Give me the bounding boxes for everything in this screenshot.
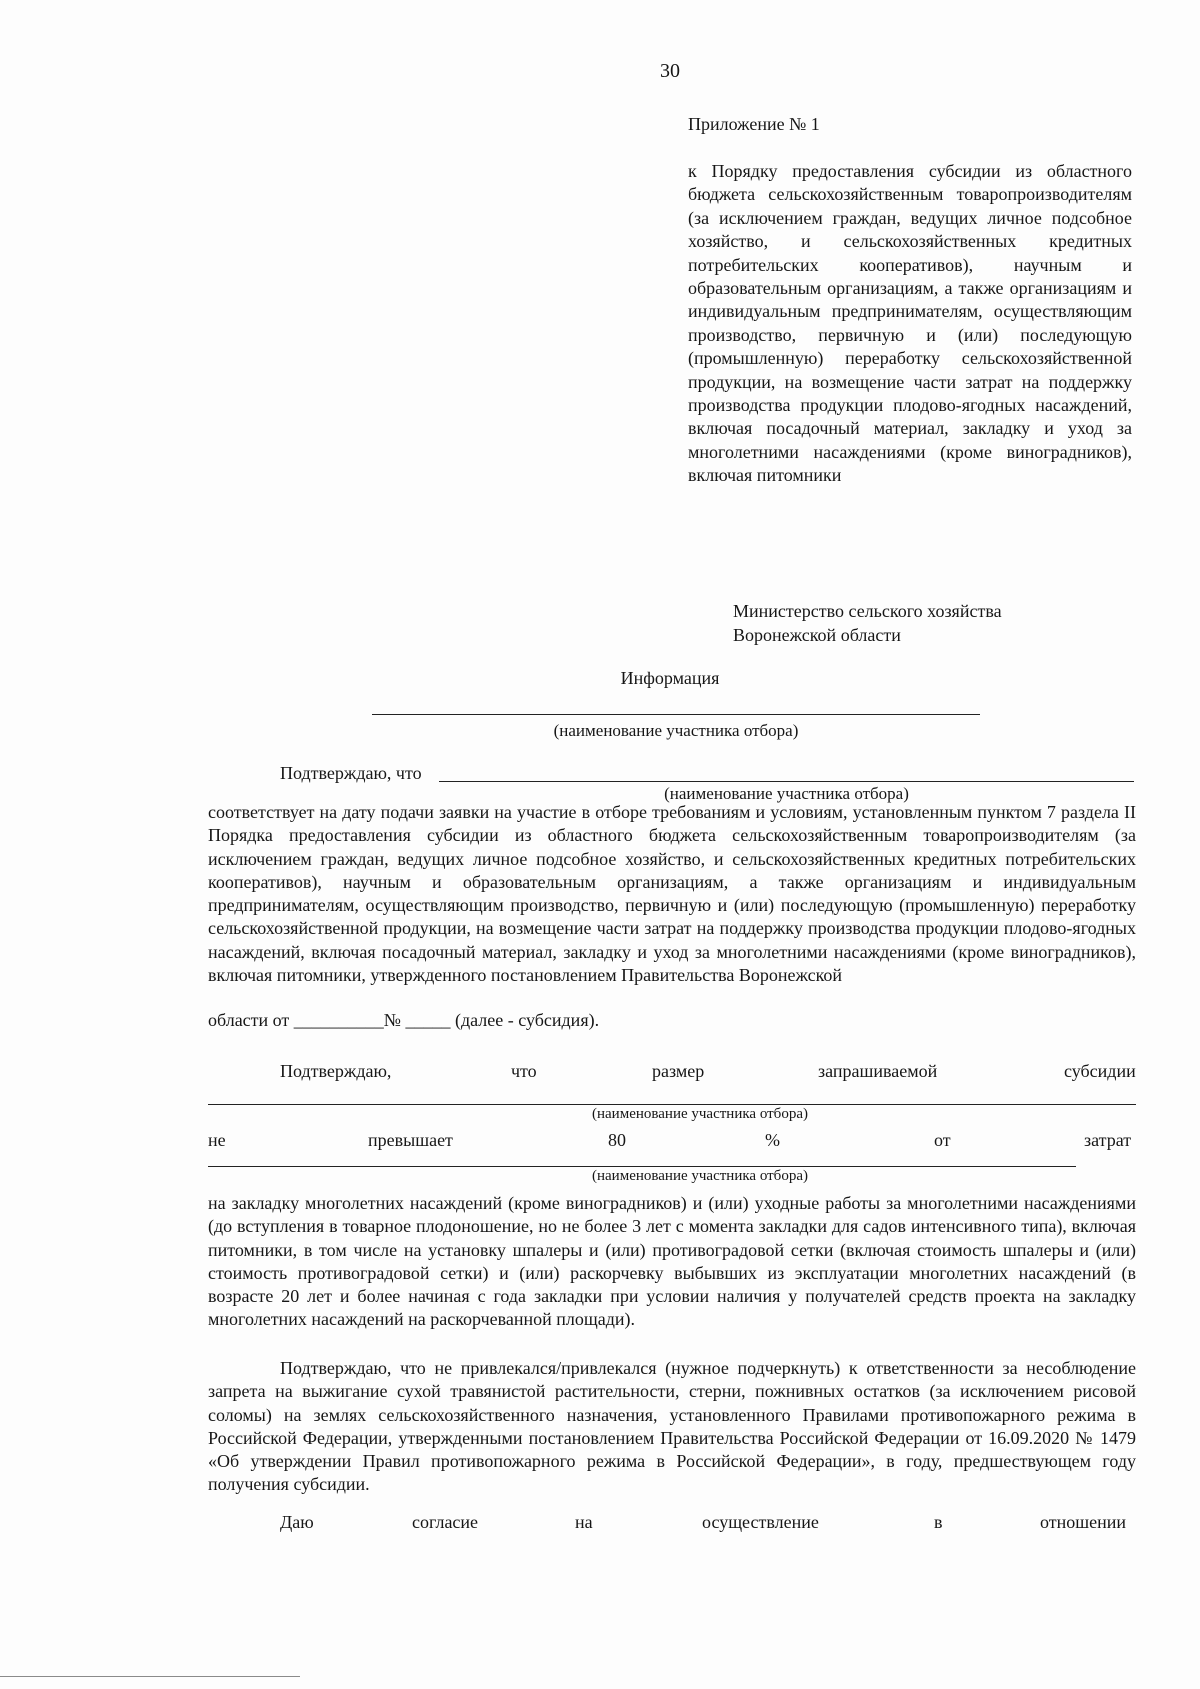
row-word: % <box>765 1130 780 1150</box>
participant-line <box>208 1104 1136 1105</box>
fire-safety-paragraph: Подтверждаю, что не привлекался/привлекался (нужное подчеркнуть) к ответственности за несоблюдение запрета на выжигание сухой травянистой растительности, стерни, пожнивных остатков (за исключением рисовой соломы) на землях сельскохозяйственного назначения, установленного Правилами противопожарного режима в Российской Федерации, утвержденными постановлением Правительства Российской Федерации от 16.09.2020 № 1479 «Об утверждении Правил противопожарного режима в Российской Федерации», в году, предшествующем году получения субсидии. <box>208 1358 1136 1495</box>
row-word: Даю <box>280 1512 314 1532</box>
row-word: запрашиваемой <box>818 1061 938 1081</box>
row-word: отношении <box>1040 1512 1127 1532</box>
addressee-line: Министерство сельского хозяйства <box>733 601 1002 621</box>
participant-line <box>372 714 980 715</box>
row-word: что <box>511 1061 537 1081</box>
row-word: в <box>934 1512 943 1532</box>
row-word: на <box>575 1512 593 1532</box>
addressee-line: Воронежской области <box>733 625 901 645</box>
row-word: не <box>208 1130 226 1150</box>
row-word: Подтверждаю, <box>280 1061 392 1081</box>
participant-caption: (наименование участника отбора) <box>664 784 909 803</box>
participant-line <box>439 781 1134 782</box>
appendix-title: Приложение № 1 <box>688 114 820 134</box>
document-title: Информация <box>620 668 720 688</box>
participant-caption: (наименование участника отбора) <box>553 721 799 740</box>
participant-caption: (наименование участника отбора) <box>592 1106 808 1122</box>
row-word: размер <box>652 1061 705 1081</box>
costs-paragraph: на закладку многолетних насаждений (кроме виноградников) и (или) уходные работы за многолетними насаждениями (до вступления в товарное плодоношение, но не более 3 лет с момента закладки для садов интенсивного типа), включая питомники, в том числе на установку шпалеры и (или) противоградовой сетки (включая стоимость шпалеры и (или) стоимость противоградовой сетки) и (или) раскорчевку выбывших из эксплуатации многолетних насаждений (в возрасте 20 лет и более начиная с года закладки при условии наличия у получателей средств проекта на закладку многолетних насаждений на раскорчеванной площади). <box>208 1193 1136 1330</box>
row-word: согласие <box>412 1512 479 1532</box>
row-word: от <box>934 1130 951 1150</box>
row-word: осуществление <box>702 1512 819 1532</box>
participant-caption: (наименование участника отбора) <box>592 1168 808 1184</box>
main-paragraph: соответствует на дату подачи заявки на участие в отборе требованиям и условиям, установленным пунктом 7 раздела II Порядка предоставления субсидии из областного бюджета сельскохозяйственным товаропроизводителям (за исключением граждан, ведущих личное подсобное хозяйство, и сельскохозяйственных кредитных потребительских кооперативов), научным и образовательным организациям, а также организациям и индивидуальным предпринимателям, осуществляющим производство, первичную и (или) последующую (промышленную) переработку сельскохозяйственной продукции, на возмещение части затрат на поддержку производства продукции плодово-ягодных насаждений, включая посадочный материал, закладку и уход за многолетними насаждениями (кроме виноградников), включая питомники, утвержденного постановлением Правительства Воронежской <box>208 802 1136 986</box>
row-word: затрат <box>1084 1130 1132 1150</box>
row-word: субсидии <box>1064 1061 1136 1081</box>
confirm-prefix: Подтверждаю, что <box>280 763 422 783</box>
row-word: 80 <box>608 1130 626 1150</box>
main-paragraph-last-line: области от __________№ _____ (далее - субсидия). <box>208 1010 600 1030</box>
appendix-reference: к Порядку предоставления субсидии из областного бюджета сельскохозяйственным товаропроизводителям (за исключением граждан, ведущих личное подсобное хозяйство, и сельскохозяйственных кредитных потребительских кооперативов), научным и образовательным организациям, а также организациям и индивидуальным предпринимателям, осуществляющим производство, первичную и (или) последующую (промышленную) переработку сельскохозяйственной продукции, на возмещение части затрат на поддержку производства продукции плодово-ягодных насаждений, включая посадочный материал, закладку и уход за многолетними насаждениями (кроме виноградников), включая питомники <box>688 161 1132 486</box>
row-word: превышает <box>368 1130 453 1150</box>
page-number: 30 <box>660 60 680 82</box>
addressee <box>733 599 1002 647</box>
scan-edge-line <box>0 1676 300 1677</box>
participant-line <box>208 1166 1076 1167</box>
